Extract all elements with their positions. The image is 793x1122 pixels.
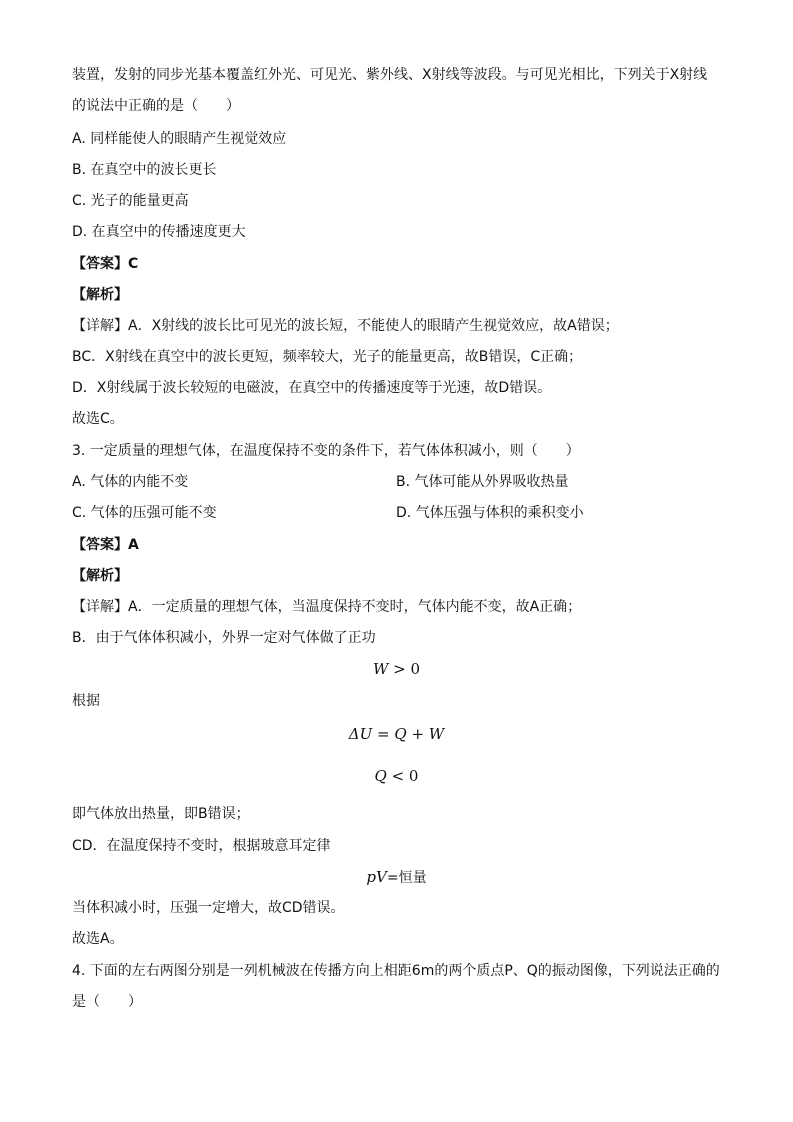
q3-option-c: C. 气体的压强可能不变 [72,505,217,521]
q3-option-d: D. 气体压强与体积的乘积变小 [396,505,584,521]
q3-detail-4: CD．在温度保持不变时，根据玻意耳定律 [72,838,331,854]
q2-conclusion: 故选C。 [72,411,124,427]
q3-analysis-heading: 【解析】 [72,568,128,584]
q3-detail-1: 【详解】A．一定质量的理想气体，当温度保持不变时，气体内能不变，故A正确； [72,599,582,615]
q2-option-c: C. 光子的能量更高 [72,193,189,209]
q3-conclusion: 故选A。 [72,931,124,947]
q3-option-a: A. 气体的内能不变 [72,474,189,490]
q3-stem: 3. 一定质量的理想气体，在温度保持不变的条件下，若气体体积减小，则（ ） [72,443,580,459]
q2-analysis-heading: 【解析】 [72,287,128,303]
q3-according: 根据 [72,693,100,709]
q2-answer: 【答案】C [72,256,139,272]
q4-stem-line1: 4. 下面的左右两图分别是一列机械波在传播方向上相距6m的两个质点P、Q的振动图像，下列说法正确的 [72,963,720,979]
q4-stem-line2: 是（ ） [72,994,142,1010]
q2-detail-2: BC．X射线在真空中的波长更短，频率较大，光子的能量更高，故B错误，C正确； [72,349,583,365]
equation-boyle: pV=恒量 [366,868,427,886]
q3-answer: 【答案】A [72,537,139,553]
equation-heat-negative: Q < 0 [374,767,419,785]
q2-stem-line2: 的说法中正确的是（ ） [72,98,240,114]
q3-detail-2: B．由于气体体积减小，外界一定对气体做了正功 [72,630,376,646]
q2-stem-line1: 装置，发射的同步光基本覆盖红外光、可见光、紫外线、X射线等波段。与可见光相比，下列关于X射线 [72,67,708,83]
equation-first-law: ΔU = Q + W [348,725,445,743]
q3-detail-3: 即气体放出热量，即B错误； [72,806,250,822]
equation-work-positive: W > 0 [372,660,421,678]
q3-option-b: B. 气体可能从外界吸收热量 [396,474,569,490]
q3-detail-5: 当体积减小时，压强一定增大，故CD错误。 [72,900,345,916]
q2-option-d: D. 在真空中的传播速度更大 [72,224,246,240]
q2-detail-3: D．X射线属于波长较短的电磁波，在真空中的传播速度等于光速，故D错误。 [72,380,552,396]
q2-detail-1: 【详解】A．X射线的波长比可见光的波长短，不能使人的眼睛产生视觉效应，故A错误； [72,318,619,334]
q2-option-b: B. 在真空中的波长更长 [72,162,217,178]
q2-option-a: A. 同样能使人的眼睛产生视觉效应 [72,131,287,147]
